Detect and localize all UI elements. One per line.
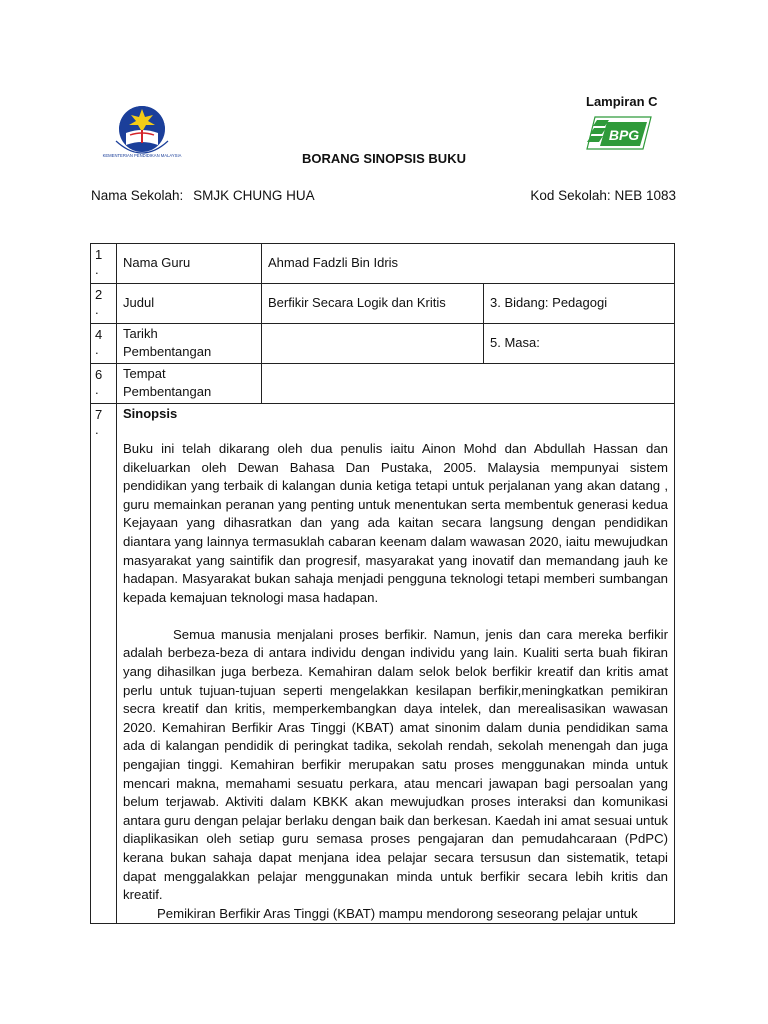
- row-label: Tempat Pembentangan: [117, 364, 262, 404]
- tarikh-field[interactable]: [262, 324, 484, 364]
- judul-field[interactable]: Berfikir Secara Logik dan Kritis: [262, 284, 484, 324]
- sinopsis-paragraph: Pemikiran Berfikir Aras Tinggi (KBAT) mampu mendorong seseorang pelajar untuk: [157, 905, 638, 921]
- school-name-value: SMJK CHUNG HUA: [193, 188, 315, 203]
- synopsis-form-table: [90, 243, 675, 924]
- tempat-field[interactable]: [262, 364, 675, 404]
- form-title: BORANG SINOPSIS BUKU: [302, 151, 466, 166]
- table-row: [91, 364, 675, 404]
- svg-text:KEMENTERIAN PENDIDIKAN MALAYSI: KEMENTERIAN PENDIDIKAN MALAYSIA: [102, 153, 182, 158]
- row-label: Judul: [117, 284, 262, 324]
- svg-text:BPG: BPG: [608, 127, 640, 143]
- sinopsis-heading: Sinopsis: [123, 406, 178, 421]
- row-label: Nama Guru: [117, 244, 262, 284]
- school-code-label: Kod Sekolah:: [530, 188, 611, 203]
- school-info-line: [91, 188, 676, 203]
- bidang-field[interactable]: 3. Bidang: Pedagogi: [484, 284, 675, 324]
- sinopsis-paragraph: Semua manusia menjalani proses berfikir. Namun, jenis dan cara mereka berfikir adalah berbeza-beza di antara individu dengan individu yang lain. Kualiti serta buah fikiran yang dihasilkan juga berbeza. Kemahiran dalam selok belok berfikir kreatif dan kritis amat perlu untuk tujuan-tujuan seperti mengelakkan kesilapan berfikir,meningkatkan pemikiran secra kreatif dan kritis, memperkembangkan daya intelek, dan merealisasikan wawasan 2020. Kemahiran Berfikir Aras Tinggi (KBAT) amat sinonim dalam dunia pendidikan sama ada di kalangan pendidik di peringkat tadika, sekolah rendah, sekolah menengah dan juga pengajian tinggi. Kemahiran berfikir merupakan satu proses menggunakan minda untuk mencari makna, memahami sesuatu perkara, atau mencari jawapan bagi persoalan yang belum terjawab. Aktiviti dalam KBKK akan mewujudkan proses interaksi dan komunikasi antara guru dengan pelajar berlaku dengan baik dan berkesan. Kaedah ini amat sesuai untuk diaplikasikan oleh setiap guru semasa proses pengajaran dan pemudahcaraan (PdPC) kerana bukan sahaja dapat menjana idea pelajar secara tersusun dan sistematik, tetapi dapat menggalakkan pelajar menggunakan minda untuk berfikir secara lebih kritis dan kreatif.: [123, 626, 668, 903]
- table-row: [91, 284, 675, 324]
- school-name: [91, 188, 315, 203]
- row-number: 1 .: [91, 244, 117, 284]
- row-number: 2 .: [91, 284, 117, 324]
- table-row: [91, 404, 675, 924]
- row-number: 4 .: [91, 324, 117, 364]
- sinopsis-field[interactable]: [117, 404, 675, 924]
- lampiran-label: Lampiran C: [586, 94, 658, 109]
- row-label: Tarikh Pembentangan: [117, 324, 262, 364]
- table-row: [91, 244, 675, 284]
- row-number: 7 .: [91, 404, 117, 924]
- guru-name-field[interactable]: Ahmad Fadzli Bin Idris: [262, 244, 675, 284]
- sinopsis-paragraph: Buku ini telah dikarang oleh dua penulis iaitu Ainon Mohd dan Abdullah Hassan dan dikeluarkan oleh Dewan Bahasa Dan Pustaka, 2005. Malaysia mempunyai sistem pendidikan yang terbaik di kalangan dunia ketiga tetapi untuk perjalanan yang akan datang , guru memainkan peranan yang penting untuk menentukan serta membentuk generasi kedua Kejayaan yang dihasratkan dan yang ada kaitan secara langsung dengan pendidikan diantara yang lainnya termasuklah cabaran keenam dalam wawasan 2020, iaitu mewujudkan masyarakat yang saintifik dan progresif, masyarakat yang inovatif dan memandang jauh ke hadapan. Masyarakat bukan sahaja menjadi pengguna teknologi tetapi memberi sumbangan kepada kemajuan teknologi masa hadapan.: [123, 441, 668, 605]
- school-name-label: Nama Sekolah:: [91, 188, 184, 203]
- school-code-value: NEB 1083: [614, 188, 676, 203]
- table-row: [91, 324, 675, 364]
- school-code: [530, 188, 676, 203]
- masa-field[interactable]: 5. Masa:: [484, 324, 675, 364]
- row-number: 6 .: [91, 364, 117, 404]
- bpg-logo-icon: [585, 114, 653, 152]
